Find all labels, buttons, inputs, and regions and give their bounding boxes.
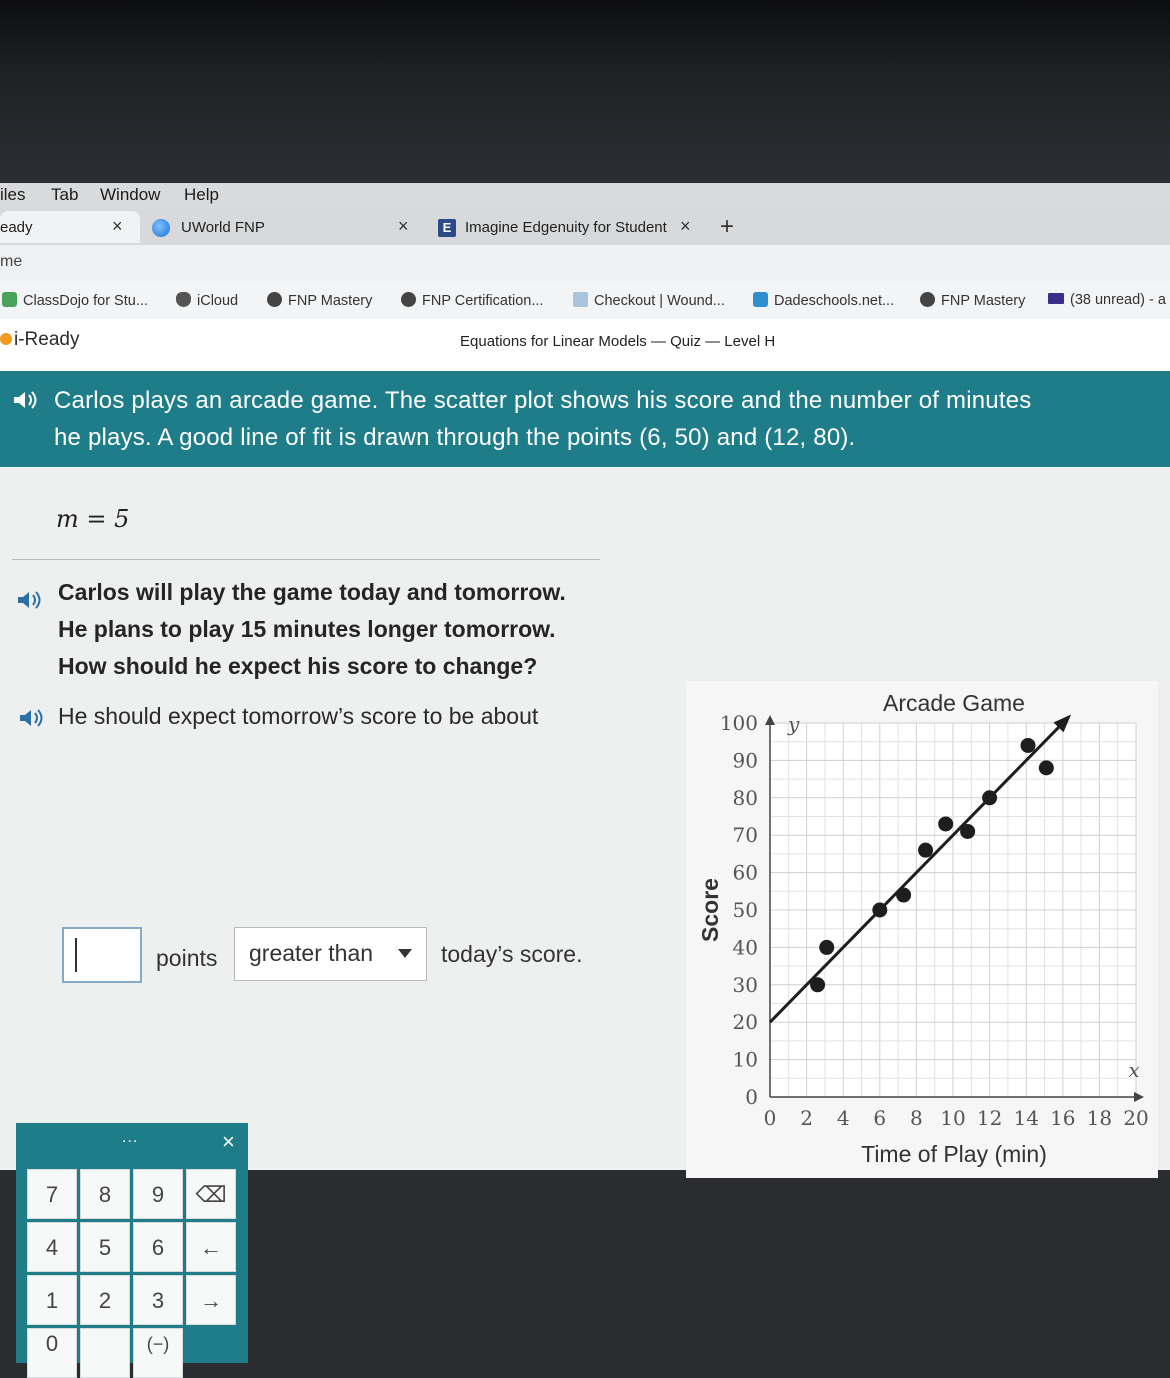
- tab-label: eady: [0, 219, 33, 236]
- key-blank[interactable]: [80, 1328, 130, 1378]
- number-keypad: [16, 1123, 248, 1363]
- bookmark-dadeschools[interactable]: Dadeschools.net...: [753, 292, 894, 309]
- key-6[interactable]: 6: [133, 1222, 183, 1272]
- y-axis-symbol: y: [788, 712, 800, 736]
- speaker-icon[interactable]: [12, 389, 38, 411]
- screen: [0, 183, 1170, 1356]
- edgenuity-favicon-icon: E: [438, 219, 456, 237]
- x-axis-arrow-icon: [1134, 1092, 1144, 1102]
- speaker-icon[interactable]: [18, 707, 44, 729]
- close-icon[interactable]: ×: [112, 216, 123, 236]
- data-point: [872, 903, 887, 918]
- chevron-down-icon: [398, 949, 412, 958]
- prompt-line-1: Carlos plays an arcade game. The scatter plot shows his score and the number of minutes: [54, 387, 1032, 414]
- y-axis-arrow-icon: [765, 715, 775, 725]
- globe-icon: [920, 292, 935, 307]
- y-tick-label: 20: [732, 1010, 758, 1035]
- globe-icon: [267, 292, 282, 307]
- bookmark-icloud[interactable]: iCloud: [176, 292, 238, 309]
- iready-header: [0, 319, 1170, 371]
- chart-title: Arcade Game: [883, 690, 1025, 716]
- key-4[interactable]: 4: [27, 1222, 77, 1272]
- x-axis-label: Time of Play (min): [861, 1141, 1047, 1167]
- key-negative[interactable]: (−): [133, 1328, 183, 1378]
- speaker-icon[interactable]: [16, 589, 42, 611]
- iready-logo: i-Ready: [0, 329, 79, 351]
- arrow-left-key[interactable]: ←: [186, 1222, 236, 1272]
- y-tick-label: 70: [732, 823, 758, 848]
- menu-item-help[interactable]: Help: [184, 185, 219, 204]
- points-input[interactable]: [62, 927, 142, 983]
- scatter-plot-panel: [686, 681, 1158, 1178]
- data-point: [982, 790, 997, 805]
- close-icon[interactable]: ×: [398, 216, 409, 236]
- tab-edgenuity[interactable]: [434, 211, 704, 243]
- menu-item-window[interactable]: Window: [100, 185, 161, 204]
- data-point: [918, 843, 933, 858]
- question-line-1: Carlos will play the game today and tomorrow.: [58, 579, 566, 605]
- data-point: [960, 824, 975, 839]
- prompt-line-2: he plays. A good line of fit is drawn through the points (6, 50) and (12, 80).: [54, 424, 856, 451]
- backspace-key[interactable]: ⌫: [186, 1169, 236, 1219]
- question-line-2: He plans to play 15 minutes longer tomorrow.: [58, 616, 556, 642]
- uworld-favicon-icon: [152, 219, 170, 237]
- bookmark-fnp-certification[interactable]: FNP Certification...: [401, 292, 543, 309]
- data-point: [896, 888, 911, 903]
- key-8[interactable]: 8: [80, 1169, 130, 1219]
- comparison-dropdown[interactable]: [234, 927, 427, 981]
- x-tick-label: 20: [1123, 1106, 1149, 1130]
- y-axis-label: Score: [697, 878, 723, 942]
- bookmark-classdojo[interactable]: ClassDojo for Stu...: [2, 292, 148, 309]
- y-tick-label: 80: [732, 785, 758, 810]
- tab-label: Imagine Edgenuity for Student: [465, 219, 667, 236]
- menu-item-files[interactable]: iles: [0, 185, 26, 204]
- classdojo-icon: [2, 292, 17, 307]
- address-bar[interactable]: [0, 245, 1170, 281]
- y-tick-label: 40: [732, 935, 758, 960]
- x-axis-symbol: x: [1128, 1058, 1140, 1082]
- new-tab-button[interactable]: +: [720, 213, 735, 240]
- grid-icon: [573, 292, 588, 307]
- slope-work-line: m = 5: [56, 505, 130, 533]
- x-tick-label: 18: [1086, 1106, 1113, 1130]
- bookmarks-bar: [0, 281, 1170, 320]
- dadeschools-icon: [753, 292, 768, 307]
- y-tick-label: 100: [719, 711, 758, 735]
- answer-suffix: today’s score.: [441, 941, 583, 967]
- key-0[interactable]: 0: [27, 1328, 77, 1378]
- bookmark-fnp-mastery-2[interactable]: FNP Mastery: [920, 292, 1025, 309]
- text-caret: [75, 938, 77, 972]
- tab-iready[interactable]: [0, 211, 140, 243]
- globe-icon: [401, 292, 416, 307]
- data-point: [810, 977, 825, 992]
- close-icon[interactable]: ×: [222, 1129, 235, 1154]
- address-text: me: [0, 253, 23, 270]
- key-1[interactable]: 1: [27, 1275, 77, 1325]
- y-tick-label: 60: [732, 860, 758, 885]
- menu-item-tab[interactable]: Tab: [51, 185, 79, 204]
- mac-menu-bar: [0, 183, 1170, 209]
- divider: [12, 559, 600, 560]
- bookmark-mail[interactable]: (38 unread) - a: [1048, 292, 1166, 308]
- x-tick-label: 12: [976, 1106, 1003, 1130]
- y-tick-label: 0: [745, 1085, 758, 1109]
- answer-statement: He should expect tomorrow’s score to be about: [58, 703, 539, 729]
- y-tick-label: 30: [732, 972, 758, 997]
- data-point: [1021, 738, 1036, 753]
- tab-uworld[interactable]: [148, 211, 420, 243]
- x-tick-label: 0: [763, 1106, 777, 1130]
- scatter-plot: [686, 681, 1158, 1178]
- x-tick-label: 16: [1050, 1106, 1076, 1130]
- y-tick-label: 10: [732, 1047, 758, 1072]
- monitor-bezel: [0, 0, 1170, 185]
- question-content: [0, 467, 1170, 1356]
- bookmark-fnp-mastery[interactable]: FNP Mastery: [267, 292, 372, 309]
- key-2[interactable]: 2: [80, 1275, 130, 1325]
- question-line-3: How should he expect his score to change?: [58, 653, 538, 679]
- browser-tab-bar: [0, 209, 1170, 245]
- key-7[interactable]: 7: [27, 1169, 77, 1219]
- y-tick-label: 50: [732, 898, 758, 922]
- mail-icon: [1048, 293, 1064, 304]
- question-prompt-banner: [0, 371, 1170, 467]
- points-label: points: [156, 945, 218, 971]
- key-3[interactable]: 3: [133, 1275, 183, 1325]
- data-point: [1039, 760, 1054, 775]
- data-point: [938, 816, 953, 831]
- close-icon[interactable]: ×: [680, 216, 691, 236]
- tab-label: UWorld FNP: [181, 219, 265, 236]
- quiz-title: Equations for Linear Models — Quiz — Level H: [460, 333, 776, 350]
- arrow-right-key[interactable]: →: [186, 1275, 236, 1325]
- x-tick-label: 8: [910, 1106, 923, 1130]
- x-tick-label: 4: [836, 1106, 850, 1130]
- x-tick-label: 2: [800, 1106, 813, 1130]
- y-tick-label: 90: [732, 748, 758, 773]
- iready-logo-icon: [0, 333, 12, 345]
- key-9[interactable]: 9: [133, 1169, 183, 1219]
- x-tick-label: 10: [940, 1106, 966, 1130]
- x-tick-label: 14: [1013, 1106, 1039, 1130]
- data-point: [819, 940, 834, 955]
- key-5[interactable]: 5: [80, 1222, 130, 1272]
- apple-icon: [176, 292, 191, 307]
- dropdown-selected: greater than: [249, 940, 374, 966]
- bookmark-checkout-wound[interactable]: Checkout | Wound...: [573, 292, 725, 309]
- keypad-menu-icon[interactable]: ...: [122, 1129, 139, 1146]
- x-tick-label: 6: [873, 1106, 887, 1130]
